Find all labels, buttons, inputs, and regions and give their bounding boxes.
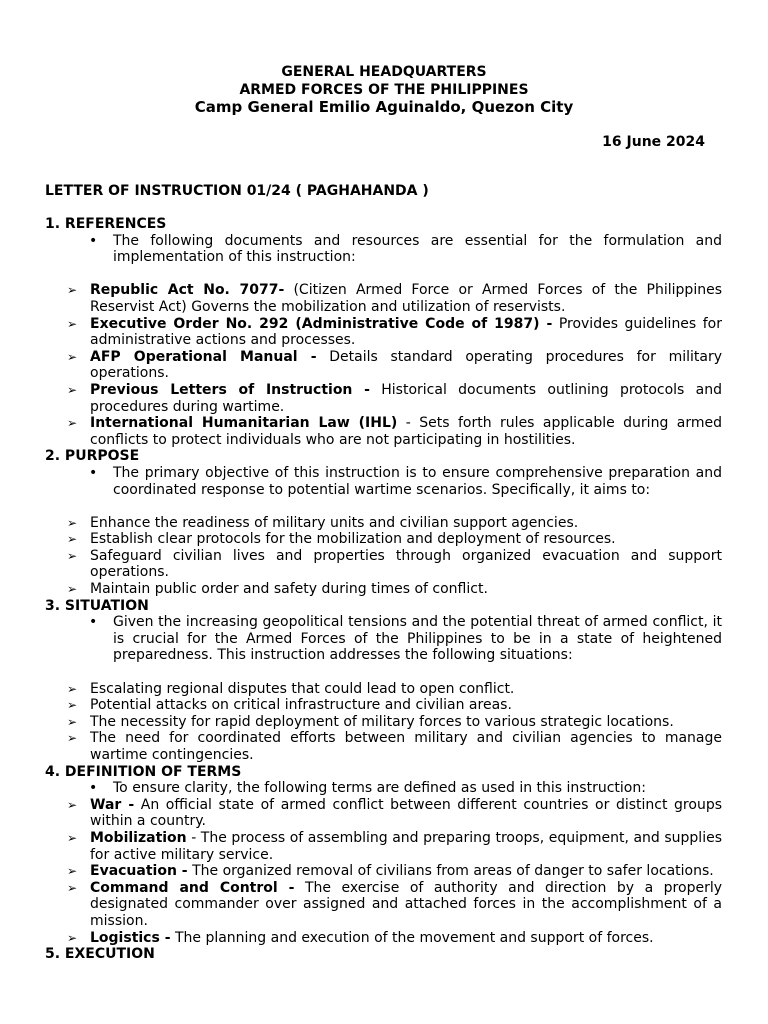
situation-item-text: Potential attacks on critical infrastructure and civilian areas. [90, 697, 512, 714]
reference-item [45, 282, 722, 315]
purpose-item [45, 548, 722, 581]
bullet-icon: • [89, 614, 98, 631]
reference-term: AFP Operational Manual - [90, 348, 317, 365]
situation-item-text: The need for coordinated efforts between military and civilian agencies to manage wartime contingencies. [90, 730, 722, 763]
section-heading-execution: 5. EXECUTION [45, 946, 155, 963]
situation-intro-text: Given the increasing geopolitical tensions and the potential threat of armed conflict, it is crucial for the Armed Forces of the Philippines to be in a state of heightened preparedness. This instruction addresses the following situations: [113, 614, 722, 664]
arrow-bullet-icon: ➢ [67, 880, 78, 895]
purpose-item [45, 515, 722, 532]
purpose-item [45, 531, 722, 548]
arrow-bullet-icon: ➢ [67, 548, 78, 563]
arrow-bullet-icon: ➢ [67, 349, 78, 364]
arrow-bullet-icon: ➢ [67, 698, 78, 713]
bullet-icon: • [89, 780, 98, 797]
purpose-item [45, 581, 722, 598]
definition-term: Evacuation - [90, 863, 188, 880]
reference-term: Previous Letters of Instruction - [90, 381, 370, 398]
situation-intro [45, 614, 722, 664]
arrow-bullet-icon: ➢ [67, 382, 78, 397]
definition-item [45, 930, 722, 947]
situation-item-text: Escalating regional disputes that could lead to open conflict. [90, 680, 515, 697]
situation-item [45, 730, 722, 763]
purpose-intro [45, 465, 722, 498]
purpose-intro-text: The primary objective of this instruction is to ensure comprehensive preparation and coordinated response to potential wartime scenarios. Specifically, it aims to: [113, 464, 722, 498]
definition-term: Mobilization [90, 829, 187, 846]
reference-term: Republic Act No. 7077- [90, 282, 285, 299]
reference-item [45, 382, 722, 415]
arrow-bullet-icon: ➢ [67, 416, 78, 431]
definition-text: The organized removal of civilians from areas of danger to safer locations. [187, 863, 714, 880]
arrow-bullet-icon: ➢ [67, 731, 78, 746]
definition-term: War - [90, 796, 135, 813]
reference-text: Historical documents outlining protocols and procedures during wartime. [90, 381, 722, 415]
definition-text: - The process of assembling and preparing troops, equipment, and supplies for active military service. [90, 829, 722, 863]
situation-item [45, 697, 722, 714]
situation-item [45, 681, 722, 698]
definition-item [45, 863, 722, 880]
arrow-bullet-icon: ➢ [67, 714, 78, 729]
definitions-intro-text: To ensure clarity, the following terms are defined as used in this instruction: [113, 780, 646, 797]
arrow-bullet-icon: ➢ [67, 681, 78, 696]
arrow-bullet-icon: ➢ [67, 930, 78, 945]
reference-term: Executive Order No. 292 (Administrative Code of 1987) - [90, 315, 553, 332]
arrow-bullet-icon: ➢ [67, 283, 78, 298]
definitions-intro [45, 780, 722, 797]
section-heading-situation: 3. SITUATION [45, 597, 149, 614]
section-heading-purpose: 2. PURPOSE [45, 448, 140, 465]
definition-text: The exercise of authority and direction by a properly designated commander over assigned and attached forces in the accomplishment of a mission. [90, 879, 722, 929]
reference-text: (Citizen Armed Force or Armed Forces of the Philippines Reservist Act) Governs the mobilization and utilization of reservists. [90, 282, 722, 315]
purpose-item-text: Enhance the readiness of military units and civilian support agencies. [90, 514, 579, 531]
arrow-bullet-icon: ➢ [67, 830, 78, 845]
definition-item [45, 830, 722, 863]
bullet-icon: • [89, 232, 98, 249]
situation-item [45, 714, 722, 731]
definition-item [45, 880, 722, 930]
purpose-item-text: Safeguard civilian lives and properties through organized evacuation and support operations. [90, 547, 722, 581]
bullet-icon: • [89, 464, 98, 481]
arrow-bullet-icon: ➢ [67, 532, 78, 547]
references-intro [45, 233, 722, 266]
arrow-bullet-icon: ➢ [67, 797, 78, 812]
definition-item [45, 797, 722, 830]
definition-text: An official state of armed conflict between different countries or distinct groups within a country. [90, 796, 723, 830]
arrow-bullet-icon: ➢ [67, 515, 78, 530]
document-body [45, 216, 722, 963]
definition-text: The planning and execution of the movement and support of forces. [170, 929, 654, 946]
reference-item [45, 316, 722, 349]
reference-text: Details standard operating procedures for military operations. [90, 348, 722, 382]
purpose-item-text: Establish clear protocols for the mobilization and deployment of resources. [90, 531, 616, 548]
header-line-3: Camp General Emilio Aguinaldo, Quezon City [194, 98, 574, 116]
arrow-bullet-icon: ➢ [67, 864, 78, 879]
references-intro-text: The following documents and resources are essential for the formulation and implementation of this instruction: [113, 232, 722, 266]
definition-term: Command and Control - [90, 879, 295, 896]
situation-item-text: The necessity for rapid deployment of military forces to various strategic locations. [90, 713, 674, 730]
purpose-item-text: Maintain public order and safety during times of conflict. [90, 581, 488, 598]
section-heading-definitions: 4. DEFINITION OF TERMS [45, 763, 242, 780]
section-heading-references: 1. REFERENCES [45, 216, 167, 232]
reference-text: Provides guidelines for administrative actions and processes. [90, 315, 722, 349]
definition-term: Logistics - [90, 929, 171, 946]
reference-term: International Humanitarian Law (IHL) [90, 415, 398, 432]
reference-text: - Sets forth rules applicable during armed conflicts to protect individuals who are not participating in hostilities. [90, 415, 723, 448]
header-line-2: ARMED FORCES OF THE PHILIPPINES [239, 82, 529, 98]
arrow-bullet-icon: ➢ [67, 316, 78, 331]
arrow-bullet-icon: ➢ [67, 582, 78, 597]
document-title: LETTER OF INSTRUCTION 01/24 ( PAGHAHANDA ) [45, 183, 429, 199]
header-line-1: GENERAL HEADQUARTERS [281, 64, 487, 80]
reference-item [45, 349, 722, 382]
document-date: 16 June 2024 [602, 134, 705, 150]
reference-item [45, 415, 722, 448]
